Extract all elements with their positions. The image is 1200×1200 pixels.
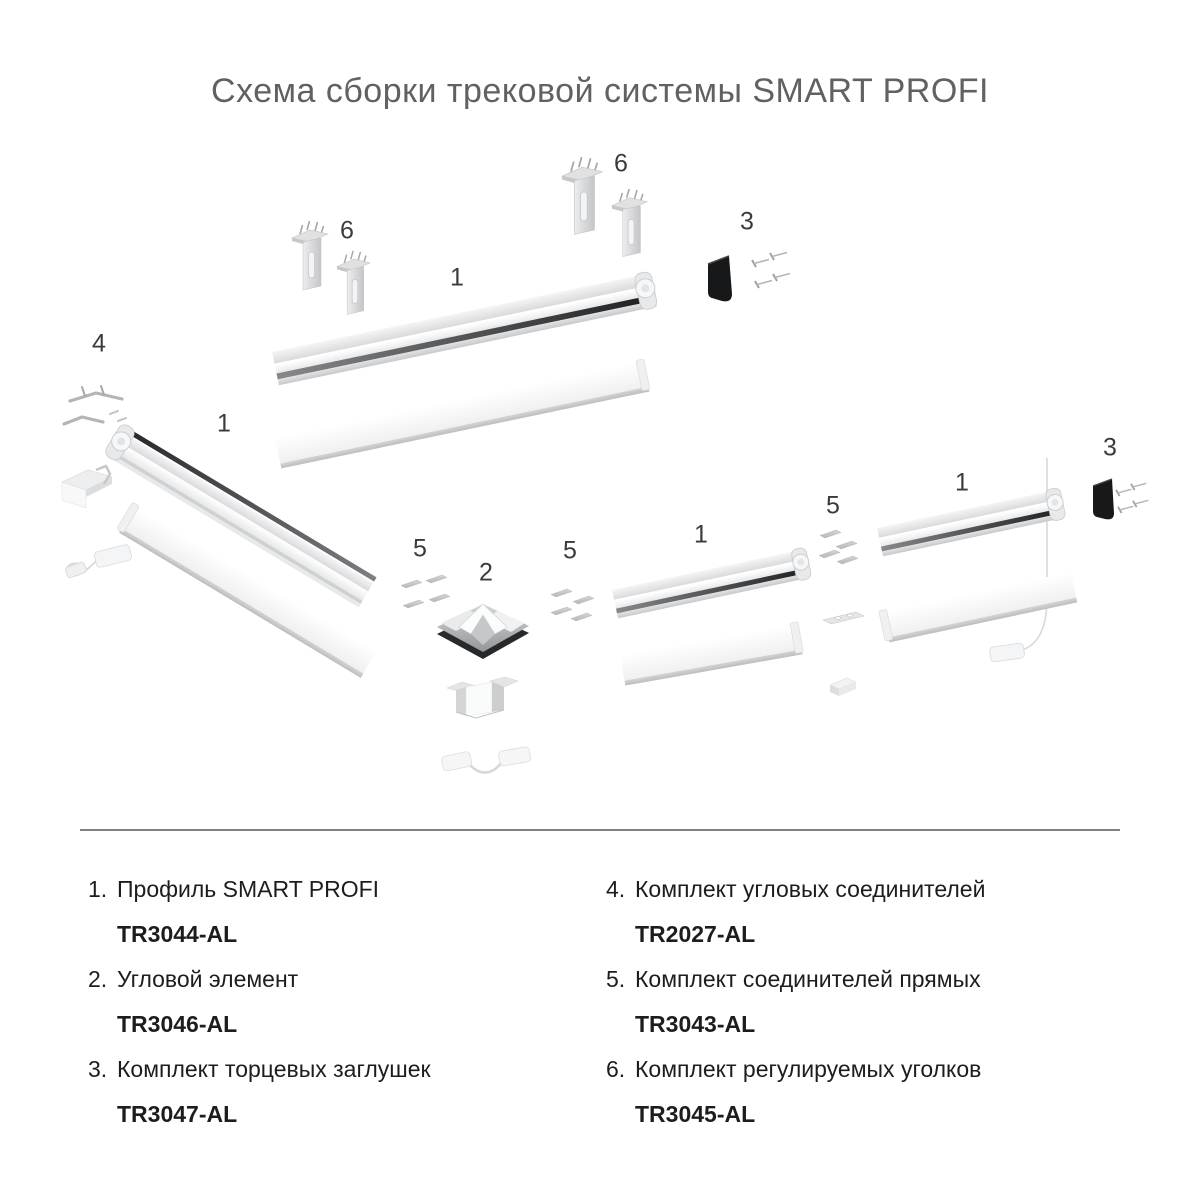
legend-item (88, 1055, 431, 1145)
corner-mount-piece (62, 466, 112, 508)
legend-item-name: Комплект соединителей прямых (635, 966, 981, 992)
mounting-bracket (337, 251, 370, 314)
legend-column-right (606, 875, 985, 1145)
diffuser-middle (620, 622, 804, 686)
diffuser-right (879, 570, 1078, 643)
legend-item-number: 5. (606, 966, 626, 992)
legend-column-left (88, 875, 431, 1145)
legend-item-code: TR3047-AL (117, 1101, 238, 1127)
legend-item-number: 4. (606, 876, 626, 902)
power-cable-connector (989, 643, 1025, 663)
mounting-bracket (612, 189, 647, 257)
part-callout-5: 5 (413, 534, 427, 563)
page-title: Схема сборки трековой системы SMART PROFI (211, 72, 989, 110)
end-cap-kit (708, 253, 790, 302)
part-callout-1: 1 (694, 520, 708, 549)
legend-item-code: TR3046-AL (117, 1011, 238, 1037)
corner-connector-kit (64, 386, 126, 424)
part-callout-5: 5 (563, 536, 577, 565)
legend-item-code: TR3043-AL (635, 1011, 756, 1037)
part-callout-3: 3 (740, 207, 754, 236)
legend-item-name: Угловой элемент (117, 966, 299, 992)
straight-connector-kit (551, 589, 594, 621)
mounting-bracket (292, 221, 328, 290)
track-profile-right (877, 487, 1067, 557)
diffuser-top (275, 359, 651, 468)
legend-item (88, 965, 431, 1055)
legend-item-number: 3. (88, 1056, 108, 1082)
part-callout-4: 4 (92, 329, 106, 358)
legend-item-name: Профиль SMART PROFI (117, 876, 380, 902)
part-callout-6: 6 (614, 149, 628, 178)
corner-element (437, 604, 529, 659)
suspension-wire (1022, 458, 1047, 650)
legend-item (606, 1055, 985, 1145)
legend-item (88, 875, 431, 965)
corner-cover (447, 677, 518, 718)
legend-item-code: TR3044-AL (117, 921, 238, 947)
part-callout-1: 1 (955, 468, 969, 497)
legend-item-code: TR3045-AL (635, 1101, 756, 1127)
legend-item (606, 965, 985, 1055)
legend-item (606, 875, 985, 965)
end-cap-kit (1093, 479, 1148, 519)
legend-item-number: 1. (88, 876, 108, 902)
part-callout-1: 1 (217, 409, 231, 438)
legend-item-name: Комплект регулируемых уголков (635, 1056, 982, 1082)
divider (80, 829, 1120, 831)
straight-connector-kit (401, 575, 450, 608)
part-callout-1: 1 (450, 263, 464, 292)
legend-item-code: TR2027-AL (635, 921, 756, 947)
mounting-bracket (562, 157, 602, 234)
part-callout-2: 2 (479, 558, 493, 587)
legend-item-name: Комплект угловых соединителей (635, 876, 986, 902)
legend-item-number: 6. (606, 1056, 626, 1082)
flex-connector (441, 746, 531, 772)
track-profile-middle (612, 547, 813, 620)
part-callout-3: 3 (1103, 433, 1117, 462)
legend-item-number: 2. (88, 966, 108, 992)
part-callout-5: 5 (826, 491, 840, 520)
part-callout-6: 6 (340, 216, 354, 245)
straight-connector-kit (819, 530, 864, 696)
power-cable-connector (65, 544, 133, 579)
track-profile-top (272, 271, 659, 387)
legend-item-name: Комплект торцевых заглушек (117, 1056, 431, 1082)
